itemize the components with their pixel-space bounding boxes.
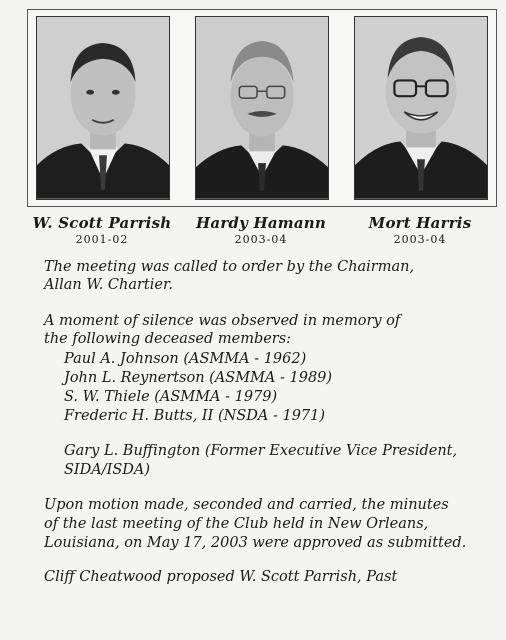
portrait-photo-hamann xyxy=(195,16,329,200)
minutes-line-4: the following deceased members: xyxy=(44,331,292,347)
buffington-line-1: Gary L. Buffington (Former Executive Vice President, xyxy=(64,443,458,459)
portrait-harris-image xyxy=(355,17,487,199)
deceased-member-3: S. W. Thiele (ASMMA - 1979) xyxy=(64,389,278,405)
deceased-member-4: Frederic H. Butts, II (NSDA - 1971) xyxy=(64,408,326,424)
deceased-member-1: Paul A. Johnson (ASMMA - 1962) xyxy=(64,351,307,367)
member-name-parrish: W. Scott Parrish xyxy=(32,214,172,232)
minutes-line-2: Allan W. Chartier. xyxy=(44,277,173,293)
member-term-hamann: 2003-04 xyxy=(234,233,288,246)
portrait-frame xyxy=(27,9,497,207)
deceased-member-2: John L. Reynertson (ASMMA - 1989) xyxy=(64,370,333,386)
member-name-harris: Mort Harris xyxy=(368,214,472,232)
motion-line-2: of the last meeting of the Club held in New Orleans, xyxy=(44,516,429,532)
motion-line-3: Louisiana, on May 17, 2003 were approved as submitted. xyxy=(44,535,467,551)
member-term-harris: 2003-04 xyxy=(393,233,447,246)
member-term-parrish: 2001-02 xyxy=(75,233,129,246)
motion-line-1: Upon motion made, seconded and carried, the minutes xyxy=(44,497,449,513)
member-name-hamann: Hardy Hamann xyxy=(196,214,326,232)
portrait-photo-harris xyxy=(354,16,488,200)
proposal-line: Cliff Cheatwood proposed W. Scott Parrish, Past xyxy=(44,569,398,585)
buffington-line-2: SIDA/ISDA) xyxy=(64,462,151,478)
portrait-hamann-image xyxy=(196,17,328,199)
portrait-photo-parrish xyxy=(36,16,170,200)
minutes-line-1: The meeting was called to order by the Chairman, xyxy=(44,259,415,275)
portrait-parrish-image xyxy=(37,17,169,199)
minutes-line-3: A moment of silence was observed in memory of xyxy=(44,313,401,329)
